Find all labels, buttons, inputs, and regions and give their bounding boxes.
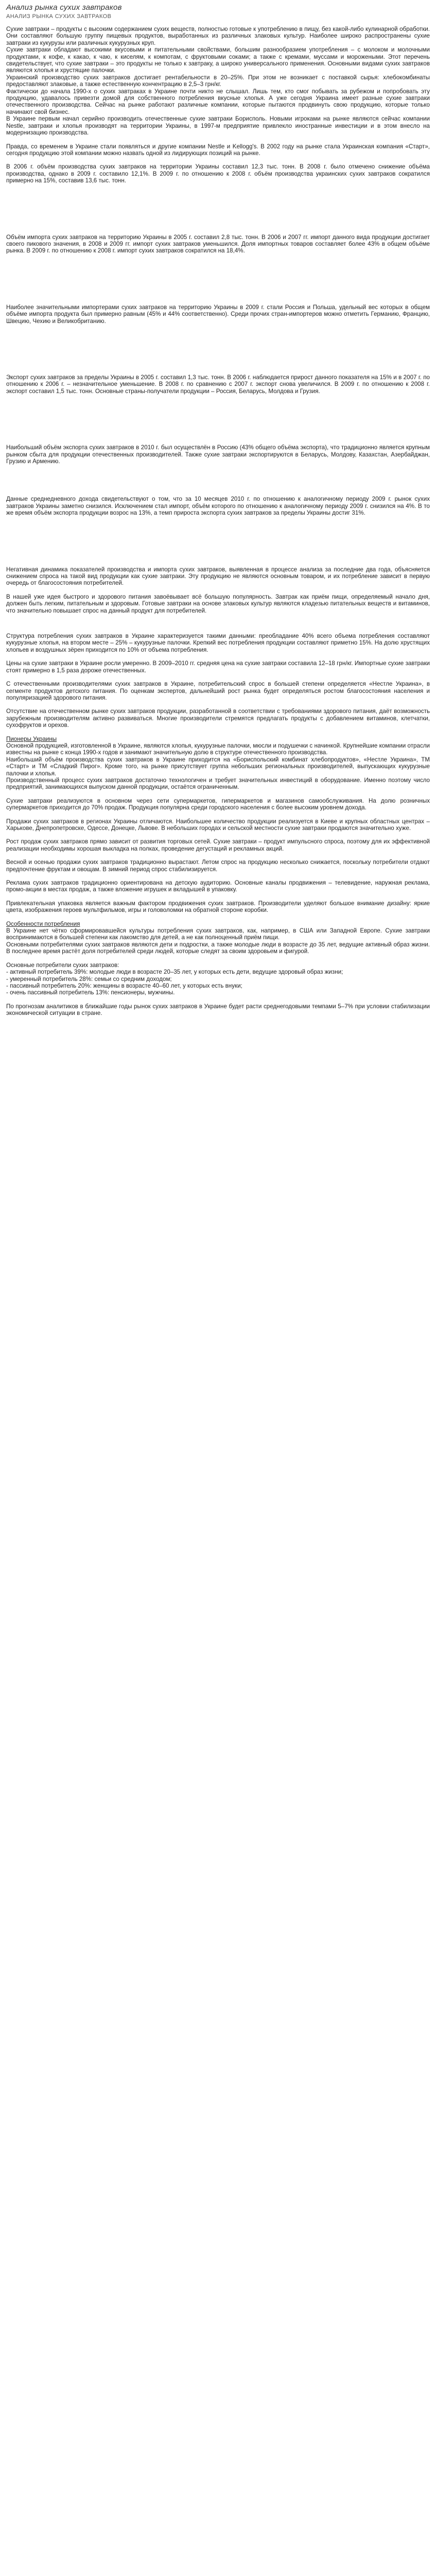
paragraph: Реклама сухих завтраков традиционно ориентирована на детскую аудиторию. Основные каналы продвижения – телевидение, наружная реклама, промо-акции в местах продаж, а также вложение игрушек и вкладышей в упаковку. [6, 879, 430, 893]
paragraph: В Украине нет чётко сформировавшейся культуры потребления сухих завтраков, как, например, в США или Западной Европе. Сухие завтраки воспринимаются в большей степени как лакомство для детей, а не как полноценный приём пищи. [6, 927, 430, 941]
paragraph: Негативная динамика показателей производства и импорта сухих завтраков, выявленная в процессе анализа за последние два года, объясняется снижением спроса на такой вид продукции как сухие завтраки. Эту продукцию не являются основным товаром, и их потребление зависит в первую очередь от благосостояния потребителей. [6, 566, 430, 587]
paragraph: Отсутствие на отечественном рынке сухих завтраков продукции, разработанной в соответствии с требованиями здорового питания, даёт возможность зарубежным производителям активно развиваться. Многие производители стремятся предлагать продукты с добавлением витаминов, клетчатки, сухофруктов и орехов. [6, 708, 430, 729]
paragraph: Фактически до начала 1990-х о сухих завтраках в Украине почти никто не слышал. Лишь тем, кто смог побывать за рубежом и попробовать эту продукцию, удавалось привезти домой для собственного потребления вкусные хлопья. А уже сегодня Украина имеет разные сухие завтраки отечественного производства. Сейчас на рынке работают различные компании, которые пытаются продвинуть свою продукцию, которые только начинают свой бизнес. [6, 88, 430, 115]
list-item: - умеренный потребитель 28%: семьи со средним доходом; [6, 976, 430, 982]
paragraph: Производственный процесс сухих завтраков достаточно технологичен и требует значительных инвестиций в оборудование. Именно поэтому число предприятий, занимающихся выпуском данной продукции, остаётся ограниченным. [6, 776, 430, 791]
list-item: - активный потребитель 39%: молодые люди в возрасте 20–35 лет, у которых есть дети, ведущие здоровый образ жизни; [6, 969, 430, 975]
article-body [6, 26, 430, 1017]
paragraph: Сухие завтраки реализуются в основном через сети супермаркетов, гипермаркетов и магазинов самообслуживания. На долю розничных супермаркетов приходится до 70% продаж. Продукция популярна среди городского населения с более высоким уровнем дохода. [6, 797, 430, 811]
page-subtitle: АНАЛИЗ РЫНКА СУХИХ ЗАВТРАКОВ [6, 13, 112, 20]
paragraph: В 2006 г. объём производства сухих завтраков на территории Украины составил 12,3 тыс. тонн. В 2008 г. было отмечено снижение объёма производства, однако в 2009 г. составило 12,1%. В 2009 г. по отношению к 2008 г. объём производства украинских сухих завтраков сократился примерно на 15%, составив 13,6 тыс. тонн. [6, 163, 430, 184]
paragraph: Правда, со временем в Украине стали появляться и другие компании Nestle и Kellogg's. В 2002 году на рынке стала Украинская компания «Старт», сегодня продукцию этой компании можно назвать одной из лидирующих позиций на рынке. [6, 143, 430, 157]
paragraph: Рост продаж сухих завтраков прямо зависит от развития торговых сетей. Сухие завтраки – продукт импульсного спроса, поэтому для их эффективной реализации необходимы хорошая выкладка на полках, проведение дегустаций и рекламных акций. [6, 838, 430, 852]
section-heading: Особенности потребления [6, 920, 80, 927]
paragraph: Сухие завтраки – продукты с высоким содержанием сухих веществ, полностью готовые к употреблению в пищу, без какой-либо кулинарной обработки. Они составляют большую группу пищевых продуктов, выработанных из различных злаковых культур. Наиболее широко распространены сухие завтраки из кукурузы или различных кукурузных круп. [6, 26, 430, 46]
paragraph: Экспорт сухих завтраков за пределы Украины в 2005 г. составил 1,3 тыс. тонн. В 2006 г. наблюдается прирост данного показателя на 15% и в 2007 г. по отношению к 2006 г. – незначительное уменьшение. В 2008 г. по сравнению с 2007 г. экспорт снова увеличился. В 2009 г. по отношению к 2008 г. экспорт составил 1,5 тыс. тонн. Основные страны-получатели продукции – Россия, Беларусь, Молдова и Грузия. [6, 374, 430, 395]
paragraph: Структура потребления сухих завтраков в Украине характеризуется такими данными: преобладание 40% всего объема потребления составляют кукурузные хлопья, на втором месте – 25% – кукурузные палочки. Крепкий вес потребления продукции составляют приметно 15%. На долю хрустящих хлопьев и воздушных зёрен приходится по 10% от объема потребления. [6, 633, 430, 653]
paragraph: В Украине первым начал серийно производить отечественные сухие завтраки Борисполь. Новыми игроками на рынке являются сейчас компании Nestle, завтраки и хлопья производят на территории Украины, в 1997-м предприятие привлекло иностранные инвестиции и в этом внесло на модернизацию производства. [6, 115, 430, 137]
list-heading: Основные потребители сухих завтраков: [6, 961, 119, 969]
paragraph: Основной продукцией, изготовленной в Украине, являются хлопья, кукурузные палочки, мюсли и подушечки с начинкой. Крупнейшие компании отрасли известны на рынке с конца 1990-х годов и занимают значительную долю в структуре отечественного производства. [6, 742, 430, 756]
consumer-groups-list [6, 969, 430, 996]
page-title: Анализ рынка сухих завтраков [6, 3, 122, 12]
paragraph: Основными потребителями сухих завтраков являются дети и подростки, а также молодые люди в возрасте до 35 лет, ведущие активный образ жизни. В последнее время растёт доля потребителей среди людей, которые следят за своим здоровьем и фигурой. [6, 941, 430, 955]
paragraph: Продажи сухих завтраков в регионах Украины отличаются. Наибольшее количество продукции реализуется в Киеве и крупных областных центрах – Харькове, Днепропетровске, Одессе, Донецке, Львове. В небольших городах и сельской местности сухие завтраки продаются значительно хуже. [6, 818, 430, 832]
paragraph: Данные среднедневного дохода свидетельствуют о том, что за 10 месяцев 2010 г. по отношению к аналогичному периоду 2009 г. рынок сухих завтраков Украины заметно снизился. Исключением стал импорт, объём которого по отношению к аналогичному периоду 2009 г. снизился на 4%. В то же время объём экспорта продукции возрос на 13%, а темп прироста экспорта сухих завтраков за пределы Украины достиг 31%. [6, 496, 430, 517]
paragraph: Наиболее значительными импортерами сухих завтраков на территорию Украины в 2009 г. стали Россия и Польша, удельный вес которых в общем объёме импорта продукта был примерно равным (45% и 44% соответственно). Среди прочих стран-импортеров можно отметить Германию, Францию, Швецию, Чехию и Великобританию. [6, 303, 430, 325]
section-heading: Пионеры Украины [6, 735, 57, 742]
paragraph: Объём импорта сухих завтраков на территорию Украины в 2005 г. составил 2,8 тыс. тонн. В 2006 и 2007 гг. импорт данного вида продукции достигает своего пикового значения, в 2008 и 2009 гг. импорт сухих завтраков уменьшился. Доля импортных товаров составляет более 43% в общем объёме рынка. В 2009 г. по отношению к 2008 г. импорт сухих завтраков сократился на 18,4%. [6, 233, 430, 255]
paragraph: Наибольший объём производства сухих завтраков в Украине приходится на «Бориспольский комбинат хлебопродуктов», «Нестле Украина», ТМ «Старт» и ТМ «Сладкий Пирог». Кроме того, на рынке присутствует группа небольших региональных производителей, выпускающих кукурузные палочки и хлопья. [6, 756, 430, 777]
paragraph: Украинский производство сухих завтраков достигает рентабельности в 20–25%. При этом не возникает с поставкой сырья: хлебокомбинаты предоставляют злаковые, а также естественную кончентрацию в 2,5–3 грн/кг. [6, 74, 430, 88]
list-item: - пассивный потребитель 20%: женщины в возрасте 40–60 лет, у которых есть внуки; [6, 982, 430, 989]
paragraph: Привлекательная упаковка является важным фактором продвижения сухих завтраков. Производители уделяют большое внимание дизайну: яркие цвета, изображения героев мультфильмов, игры и головоломки на обратной стороне коробки. [6, 900, 430, 914]
paragraph: Наибольший объём экспорта сухих завтраков в 2010 г. был осуществлён в Россию (43% общего объёма экспорта), что традиционно является крупным рынком сбыта для продукции отечественных производителей. Также сухие завтраки экспортируются в Беларусь, Молдову, Казахстан, Азербайджан, Грузию и Армению. [6, 444, 430, 465]
paragraph: Весной и осенью продажи сухих завтраков традиционно вырастают. Летом спрос на продукцию несколько снижается, поскольку потребители отдают предпочтение фруктам и овощам. В зимний период спрос стабилизируется. [6, 859, 430, 873]
paragraph: Цены на сухие завтраки в Украине росли умеренно. В 2009–2010 гг. средняя цена на сухие завтраки составила 12–18 грн/кг. Импортные сухие завтраки стоят примерно в 1,5 раза дороже отечественных. [6, 660, 430, 674]
list-item: - очень пассивный потребитель 13%: пенсионеры, мужчины. [6, 989, 430, 996]
paragraph: Сухие завтраки обладают высокими вкусовыми и питательными свойствами, большим разнообразием употребления – с молоком и молочными продуктами, к кофе, к какао, к чаю, к киселям, к компотам, с фруктовыми соками; а также с кремами, муссами и морожеными. Этот перечень свидетельствует, что сухие завтраки – это продукты не только к завтраку, а широко универсального применения. Основными видами сухих завтраков являются хлопья и хрустящие палочки. [6, 46, 430, 74]
paragraph: С отечественными производителями сухих завтраков в Украине, потребительский спрос в большей степени определяется «Нестле Украина», в сегменте продуктов детского питания. По оценкам экспертов, дальнейший рост рынка будет определяться ростом благосостояния населения и популяризацией здорового питания. [6, 681, 430, 701]
paragraph: По прогнозам аналитиков в ближайшие годы рынок сухих завтраков в Украине будет расти среднегодовыми темпами 5–7% при условии стабилизации экономической ситуации в стране. [6, 1003, 430, 1017]
paragraph: В нашей уже идея быстрого и здорового питания завоёвывает всё большую популярность. Завтрак как приём пищи, определяемый начало дня, должен быть легким, питательным и здоровым. Готовые завтраки на основе злаковых культур являются кладезью питательных веществ и витаминов, что значительно повышает спрос на данный продукт для потребителей. [6, 593, 430, 614]
